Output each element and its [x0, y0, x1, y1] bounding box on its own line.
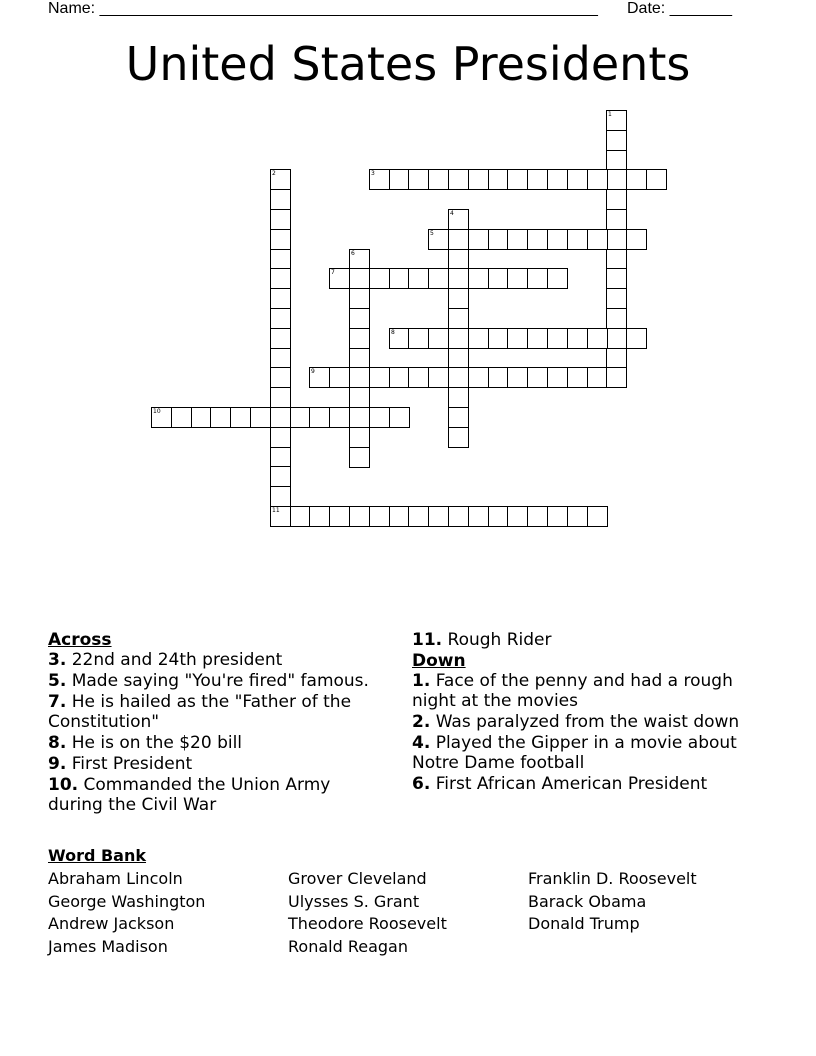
crossword-cell[interactable]	[468, 229, 489, 250]
crossword-cell[interactable]	[606, 189, 627, 210]
crossword-cell[interactable]	[389, 169, 410, 190]
crossword-cell[interactable]	[369, 407, 390, 428]
clues-right-column	[412, 630, 772, 795]
crossword-cell[interactable]	[329, 367, 350, 388]
cell-number: 1	[608, 111, 612, 118]
crossword-cell[interactable]	[270, 367, 291, 388]
crossword-cell[interactable]	[309, 367, 330, 388]
crossword-cell[interactable]	[527, 169, 548, 190]
clue-down-1	[412, 671, 772, 711]
crossword-cell[interactable]	[309, 407, 330, 428]
crossword-cell[interactable]	[507, 268, 528, 289]
clue-down-6	[412, 774, 772, 794]
crossword-cell[interactable]	[389, 328, 410, 349]
clue-text: Made saying "You're fired" famous.	[71, 671, 369, 691]
crossword-cell[interactable]	[606, 169, 627, 190]
across-heading: Across	[48, 630, 112, 650]
crossword-cell[interactable]	[547, 229, 568, 250]
crossword-cell[interactable]	[606, 268, 627, 289]
crossword-cell[interactable]	[507, 229, 528, 250]
crossword-cell[interactable]	[389, 268, 410, 289]
crossword-cell[interactable]	[369, 506, 390, 527]
clue-text: He is hailed as the "Father of the Constitution"	[48, 692, 352, 732]
word-bank-item: Andrew Jackson	[48, 914, 175, 933]
crossword-cell[interactable]	[587, 328, 608, 349]
clue-across-5	[48, 671, 388, 691]
clue-across-9	[48, 754, 388, 774]
crossword-cell[interactable]	[349, 328, 370, 349]
crossword-cell[interactable]	[329, 407, 350, 428]
clue-across-8	[48, 733, 388, 753]
crossword-cell[interactable]	[567, 169, 588, 190]
crossword-cell[interactable]	[606, 367, 627, 388]
crossword-cell[interactable]	[230, 407, 251, 428]
clue-number: 2.	[412, 712, 431, 732]
crossword-cell[interactable]	[270, 288, 291, 309]
crossword-cell[interactable]	[626, 328, 647, 349]
crossword-cell[interactable]	[448, 407, 469, 428]
crossword-cell[interactable]	[606, 150, 627, 171]
crossword-cell[interactable]	[428, 268, 449, 289]
word-bank-item: Ulysses S. Grant	[288, 891, 420, 911]
crossword-cell[interactable]	[349, 387, 370, 408]
crossword-cell[interactable]	[468, 367, 489, 388]
crossword-cell[interactable]	[547, 268, 568, 289]
word-bank-item: Abraham Lincoln	[48, 869, 183, 888]
crossword-cell[interactable]	[428, 328, 449, 349]
clue-across-10	[48, 775, 388, 815]
clue-number: 1.	[412, 671, 431, 691]
crossword-cell[interactable]	[468, 506, 489, 527]
crossword-cell[interactable]	[547, 367, 568, 388]
cell-number: 10	[153, 408, 161, 415]
crossword-cell[interactable]	[606, 288, 627, 309]
crossword-cell[interactable]	[567, 506, 588, 527]
crossword-cell[interactable]	[171, 407, 192, 428]
word-bank-item: Donald Trump	[528, 914, 640, 933]
crossword-cell[interactable]	[606, 249, 627, 270]
crossword-cell[interactable]	[488, 367, 509, 388]
crossword-cell[interactable]	[428, 367, 449, 388]
crossword-cell[interactable]	[448, 367, 469, 388]
crossword-cell[interactable]	[349, 348, 370, 369]
crossword-cell[interactable]	[329, 506, 350, 527]
crossword-cell[interactable]	[270, 348, 291, 369]
crossword-cell[interactable]	[270, 268, 291, 289]
clue-down-2	[412, 712, 772, 732]
crossword-cell[interactable]	[606, 328, 627, 349]
crossword-cell[interactable]	[507, 328, 528, 349]
word-bank-item: Barack Obama	[528, 891, 647, 911]
crossword-cell[interactable]	[626, 169, 647, 190]
crossword-cell[interactable]	[349, 288, 370, 309]
crossword-cell[interactable]	[329, 268, 350, 289]
crossword-cell[interactable]	[606, 130, 627, 151]
cell-number: 11	[272, 507, 280, 514]
crossword-cell[interactable]	[587, 367, 608, 388]
crossword-cell[interactable]	[448, 308, 469, 329]
crossword-cell[interactable]	[448, 348, 469, 369]
crossword-cell[interactable]	[606, 110, 627, 131]
cell-number: 4	[450, 210, 454, 217]
crossword-cell[interactable]	[567, 328, 588, 349]
clue-number: 6.	[412, 774, 431, 794]
crossword-cell[interactable]	[270, 169, 291, 190]
crossword-cell[interactable]	[270, 387, 291, 408]
clue-number: 4.	[412, 733, 431, 753]
crossword-cell[interactable]	[527, 506, 548, 527]
crossword-cell[interactable]	[448, 268, 469, 289]
crossword-cell[interactable]	[250, 407, 271, 428]
word-bank-title: Word Bank	[48, 846, 147, 865]
clue-text: Played the Gipper in a movie about Notre Dame football	[412, 733, 737, 773]
crossword-cell[interactable]	[527, 268, 548, 289]
clue-number: 10.	[48, 775, 79, 795]
crossword-cell[interactable]	[587, 169, 608, 190]
crossword-cell[interactable]	[646, 169, 667, 190]
crossword-cell[interactable]	[606, 308, 627, 329]
crossword-cell[interactable]	[210, 407, 231, 428]
crossword-cell[interactable]	[488, 506, 509, 527]
crossword-cell[interactable]	[408, 268, 429, 289]
word-bank-item: Theodore Roosevelt	[288, 914, 447, 933]
cell-number: 8	[391, 329, 395, 336]
cell-number: 7	[331, 269, 335, 276]
crossword-cell[interactable]	[468, 328, 489, 349]
clue-text: Face of the penny and had a rough night at the movies	[412, 671, 733, 711]
crossword-cell[interactable]	[448, 169, 469, 190]
crossword-cell[interactable]	[547, 506, 568, 527]
clue-number: 7.	[48, 692, 67, 712]
crossword-cell[interactable]	[626, 229, 647, 250]
crossword-cell[interactable]	[468, 169, 489, 190]
crossword-cell[interactable]	[606, 229, 627, 250]
crossword-cell[interactable]	[369, 169, 390, 190]
word-bank-item: James Madison	[48, 936, 168, 956]
crossword-cell[interactable]	[428, 506, 449, 527]
clue-down-4	[412, 733, 772, 773]
crossword-cell[interactable]	[349, 427, 370, 448]
crossword-cell[interactable]	[448, 506, 469, 527]
clue-number: 8.	[48, 733, 67, 753]
crossword-cell[interactable]	[369, 268, 390, 289]
crossword-cell[interactable]	[349, 506, 370, 527]
crossword-cell[interactable]	[389, 367, 410, 388]
name-field: Name: ________________________________________________________	[48, 0, 598, 17]
crossword-cell[interactable]	[270, 308, 291, 329]
crossword-cell[interactable]	[270, 486, 291, 507]
word-bank-column-2	[288, 868, 447, 958]
crossword-cell[interactable]	[468, 268, 489, 289]
crossword-cell[interactable]	[488, 169, 509, 190]
crossword-cell[interactable]	[606, 348, 627, 369]
clue-text: Was paralyzed from the waist down	[435, 712, 740, 732]
word-bank-item: George Washington	[48, 891, 206, 911]
crossword-cell[interactable]	[270, 466, 291, 487]
word-bank-column-3	[528, 868, 697, 936]
clue-across-7	[48, 692, 388, 732]
crossword-cell[interactable]	[448, 427, 469, 448]
clue-number: 11.	[412, 630, 443, 650]
date-field: Date: _______	[627, 0, 732, 17]
cell-number: 5	[430, 230, 434, 237]
clue-text: Commanded the Union Army during the Civil War	[48, 775, 331, 815]
clues-left-column	[48, 630, 388, 816]
crossword-cell[interactable]	[349, 407, 370, 428]
crossword-cell[interactable]	[448, 249, 469, 270]
crossword-cell[interactable]	[151, 407, 172, 428]
crossword-cell[interactable]	[527, 229, 548, 250]
word-bank-item: Ronald Reagan	[288, 936, 408, 956]
crossword-cell[interactable]	[428, 169, 449, 190]
crossword-cell[interactable]	[488, 328, 509, 349]
crossword-cell[interactable]	[448, 288, 469, 309]
clue-across-11	[412, 630, 772, 650]
down-heading: Down	[412, 651, 466, 671]
crossword-cell[interactable]	[448, 328, 469, 349]
crossword-cell[interactable]	[389, 506, 410, 527]
crossword-cell[interactable]	[428, 229, 449, 250]
clue-text: First African American President	[435, 774, 708, 794]
crossword-cell[interactable]	[349, 367, 370, 388]
crossword-cell[interactable]	[191, 407, 212, 428]
cell-number: 2	[272, 170, 276, 177]
clue-text: First President	[71, 754, 193, 774]
crossword-cell[interactable]	[488, 229, 509, 250]
crossword-cell[interactable]	[349, 308, 370, 329]
crossword-cell[interactable]	[408, 506, 429, 527]
crossword-cell[interactable]	[270, 328, 291, 349]
word-bank-item: Franklin D. Roosevelt	[528, 869, 697, 888]
clue-number: 5.	[48, 671, 67, 691]
crossword-cell[interactable]	[527, 328, 548, 349]
clue-text: 22nd and 24th president	[71, 650, 283, 670]
crossword-cell[interactable]	[290, 506, 311, 527]
crossword-cell[interactable]	[587, 506, 608, 527]
crossword-cell[interactable]	[369, 367, 390, 388]
crossword-cell[interactable]	[270, 447, 291, 468]
crossword-cell[interactable]	[547, 169, 568, 190]
crossword-cell[interactable]	[290, 407, 311, 428]
crossword-cell[interactable]	[408, 169, 429, 190]
clue-number: 9.	[48, 754, 67, 774]
crossword-cell[interactable]	[270, 249, 291, 270]
crossword-cell[interactable]	[389, 407, 410, 428]
crossword-cell[interactable]	[507, 169, 528, 190]
crossword-cell[interactable]	[547, 328, 568, 349]
crossword-cell[interactable]	[507, 367, 528, 388]
crossword-cell[interactable]	[270, 189, 291, 210]
crossword-cell[interactable]	[448, 229, 469, 250]
crossword-cell[interactable]	[408, 328, 429, 349]
crossword-cell[interactable]	[507, 506, 528, 527]
crossword-cell[interactable]	[270, 229, 291, 250]
crossword-cell[interactable]	[309, 506, 330, 527]
clue-across-3	[48, 650, 388, 670]
crossword-cell[interactable]	[349, 268, 370, 289]
cell-number: 9	[311, 368, 315, 375]
crossword-cell[interactable]	[270, 209, 291, 230]
clue-text: Rough Rider	[447, 630, 552, 650]
crossword-cell[interactable]	[527, 367, 548, 388]
crossword-cell[interactable]	[270, 407, 291, 428]
clue-number: 3.	[48, 650, 67, 670]
crossword-cell[interactable]	[587, 229, 608, 250]
crossword-cell[interactable]	[567, 367, 588, 388]
word-bank-item: Grover Cleveland	[288, 869, 427, 888]
crossword-cell[interactable]	[448, 387, 469, 408]
cell-number: 6	[351, 250, 355, 257]
crossword-cell[interactable]	[567, 229, 588, 250]
crossword-cell[interactable]	[270, 427, 291, 448]
crossword-cell[interactable]	[488, 268, 509, 289]
crossword-cell[interactable]	[448, 209, 469, 230]
cell-number: 3	[371, 170, 375, 177]
crossword-cell[interactable]	[349, 447, 370, 468]
crossword-cell[interactable]	[408, 367, 429, 388]
page-title: United States Presidents	[125, 37, 691, 91]
crossword-cell[interactable]	[349, 249, 370, 270]
crossword-cell[interactable]	[606, 209, 627, 230]
clue-text: He is on the $20 bill	[71, 733, 243, 753]
crossword-cell[interactable]	[270, 506, 291, 527]
word-bank-column-1	[48, 868, 205, 958]
